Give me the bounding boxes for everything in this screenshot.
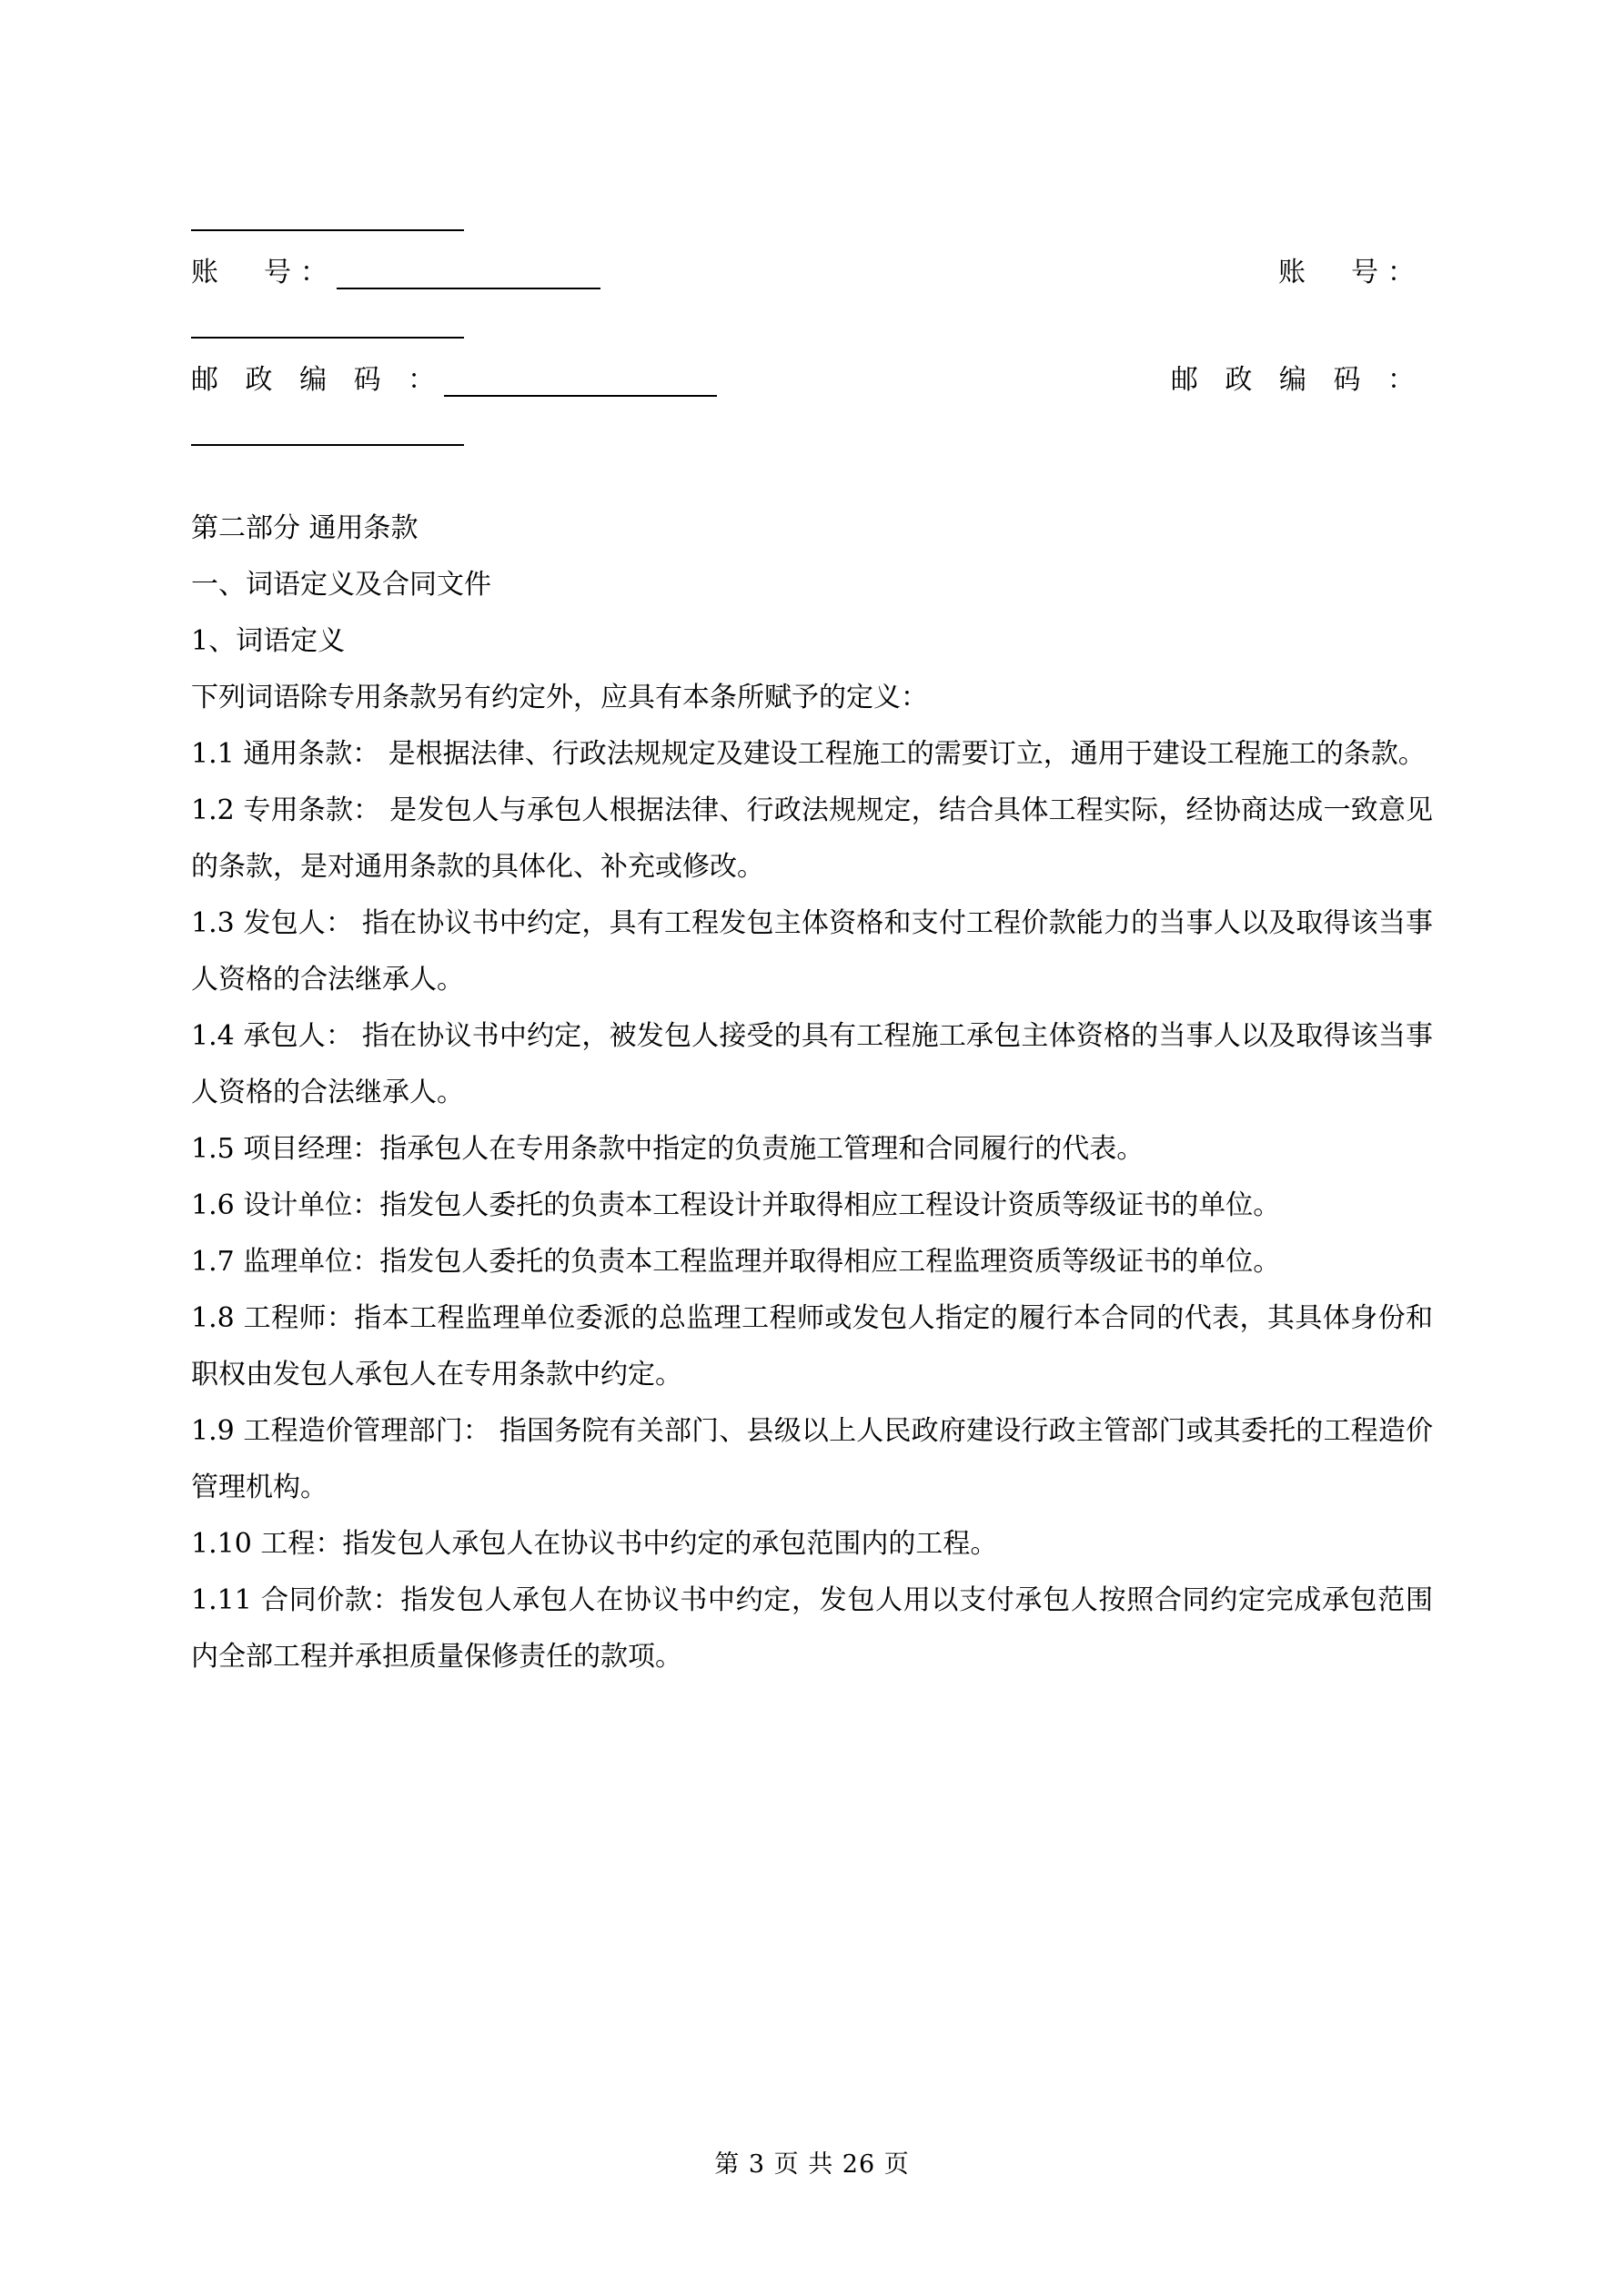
postcode-label-right: 邮 政 编 码 ：: [1170, 364, 1424, 396]
postcode-blank-line: [444, 371, 717, 397]
clause-1-11: 1.11 合同价款：指发包人承包人在协议书中约定，发包人用以支付承包人按照合同约定完成承包范围内全部工程并承担质量保修责任的款项。: [191, 1584, 1433, 1673]
blank-fill-line: [191, 313, 464, 339]
clause-1-8: 1.8 工程师：指本工程监理单位委派的总监理工程师或发包人指定的履行本合同的代表，其具体身份和职权由发包人承包人在专用条款中约定。: [191, 1302, 1433, 1391]
account-left-group: [191, 249, 600, 289]
blank-fill-line: [191, 206, 464, 231]
blank-fill-line: [191, 420, 464, 446]
postcode-row: [191, 340, 1433, 397]
party-info-block: [191, 182, 1433, 448]
section-title: 第二部分 通用条款: [191, 512, 419, 544]
postcode-label: 邮 政 编 码 ：: [191, 364, 445, 396]
account-label: 账 号：: [191, 257, 337, 288]
page-footer: 第 3 页 共 26 页: [714, 2150, 910, 2179]
account-row: [191, 233, 1433, 289]
heading-terms-and-documents: 一、词语定义及合同文件: [191, 569, 491, 601]
clause-1-7: 1.7 监理单位：指发包人委托的负责本工程监理并取得相应工程监理资质等级证书的单位。: [191, 1246, 1281, 1278]
document-body: [191, 501, 1433, 1685]
account-blank-line: [337, 264, 600, 289]
trailing-blank-line-row: [191, 397, 1433, 448]
postcode-left-group: [191, 357, 717, 397]
clause-1-9: 1.9 工程造价管理部门： 指国务院有关部门、县级以上人民政府建设行政主管部门或其委托的工程造价管理机构。: [191, 1415, 1433, 1503]
clause-1-4: 1.4 承包人： 指在协议书中约定，被发包人接受的具有工程施工承包主体资格的当事人以及取得该当事人资格的合法继承人。: [191, 1020, 1433, 1108]
clause-1-6: 1.6 设计单位：指发包人委托的负责本工程设计并取得相应工程设计资质等级证书的单位。: [191, 1189, 1281, 1221]
clause-1-2: 1.2 专用条款： 是发包人与承包人根据法律、行政法规规定，结合具体工程实际，经协商达成一致意见的条款，是对通用条款的具体化、补充或修改。: [191, 794, 1433, 883]
account-label-right: 账 号：: [1278, 257, 1424, 288]
clause-1-3: 1.3 发包人： 指在协议书中约定，具有工程发包主体资格和支付工程价款能力的当事人以及取得该当事人资格的合法继承人。: [191, 907, 1433, 996]
heading-definitions: 1、词语定义: [191, 625, 346, 657]
middle-blank-line-row: [191, 289, 1433, 340]
postcode-right-group: [1171, 357, 1433, 397]
account-right-group: [1278, 249, 1433, 289]
leading-blank-line-row: [191, 182, 1433, 233]
clause-1-5: 1.5 项目经理：指承包人在专用条款中指定的负责施工管理和合同履行的代表。: [191, 1133, 1145, 1165]
definitions-intro: 下列词语除专用条款另有约定外，应具有本条所赋予的定义：: [191, 682, 928, 713]
clause-1-1: 1.1 通用条款： 是根据法律、行政法规规定及建设工程施工的需要订立，通用于建设工程施工的条款。: [191, 738, 1426, 770]
clause-1-10: 1.10 工程：指发包人承包人在协议书中约定的承包范围内的工程。: [191, 1528, 998, 1560]
